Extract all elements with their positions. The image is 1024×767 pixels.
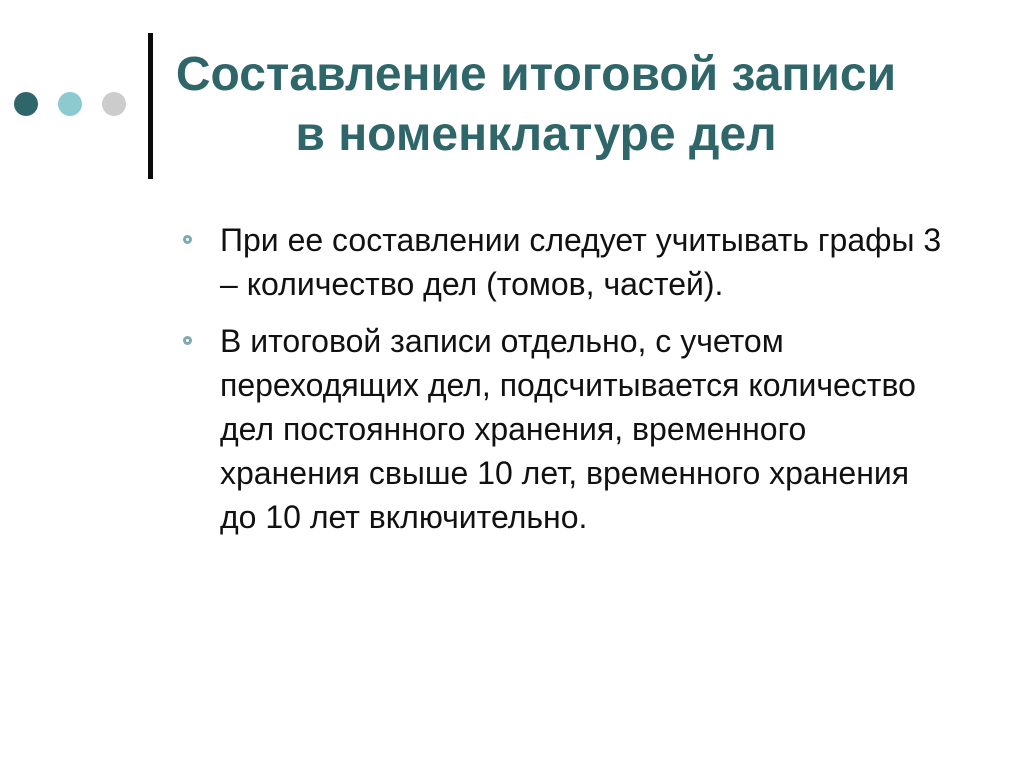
decorative-dot-light-icon [58,92,82,116]
bullet-item-storage-count [182,319,942,539]
bullet-text: При ее составлении следует учитывать графы 3 – количество дел (томов, частей). [220,222,942,302]
decorative-dot-dark-icon [14,92,38,116]
decorative-dots [14,92,134,120]
bullet-text: В итоговой записи отдельно, с учетом переходящих дел, подсчитывается количество дел постоянного хранения, временного хранения свыше 10 лет, временного хранения до 10 лет включительно. [220,323,916,535]
bullet-ring-icon [183,336,192,345]
slide-title: Составление итоговой записи в номенклатуре дел [175,48,897,161]
bullet-list [182,218,942,552]
bullet-item-count-files [182,218,942,306]
bullet-ring-icon [183,235,192,244]
title-divider [148,33,153,179]
decorative-dot-gray-icon [102,92,126,116]
